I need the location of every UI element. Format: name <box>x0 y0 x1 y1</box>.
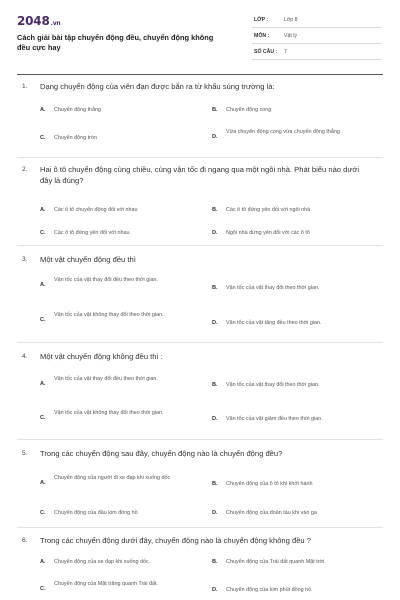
option-text: Vận tốc của vật không thay đổi theo thời gian. <box>54 312 164 318</box>
document-meta <box>252 14 382 62</box>
option-text: Ngôi nhà đứng yên đối với các ô tô <box>226 230 310 236</box>
question-text: Trong các chuyển động dưới đây, chuyển động nào là chuyển động không đều ? <box>40 536 311 545</box>
meta-question-count <box>252 46 382 60</box>
option-letter: C. <box>40 230 46 236</box>
site-logo[interactable]: 2048.vn <box>17 14 61 28</box>
option-letter: D. <box>212 230 218 236</box>
option-letter: B. <box>212 285 218 291</box>
option-text: Các ô tô chuyển động đối với nhau <box>54 207 138 213</box>
option-text: Vận tốc của vật giảm đều theo thời gian. <box>226 416 323 422</box>
option-letter: C. <box>40 415 46 421</box>
meta-value: 7 <box>284 49 287 55</box>
option-text: Chuyển động thẳng <box>54 107 102 113</box>
question-number: 5. <box>22 450 28 457</box>
option-text: Chuyển động của Mặt trăng quanh Trái đất. <box>54 581 158 587</box>
option-letter: B. <box>212 481 218 487</box>
question-text: Trong các chuyển động sau đây, chuyển động nào là chuyển động đều? <box>40 449 283 458</box>
option-letter: C. <box>40 135 46 141</box>
option-text: Vừa chuyển động cong vừa chuyển động thẳng <box>226 129 340 135</box>
option-text: Vận tốc của vật thay đổi theo thời gian. <box>226 382 320 388</box>
meta-label: LỚP : <box>254 17 269 23</box>
option-letter: A. <box>40 282 46 288</box>
option-text: Vận tốc của vật tăng đều theo thời gian. <box>226 320 322 326</box>
question-2 <box>0 163 400 243</box>
option-letter: B. <box>212 107 218 113</box>
question-number: 4. <box>22 353 28 360</box>
question-text: Một vật chuyển động đều thì <box>40 255 136 264</box>
option-letter: B. <box>212 559 218 565</box>
question-divider <box>17 527 383 528</box>
option-text: Chuyển động cong <box>226 107 272 113</box>
option-text: Chuyển động của kim phút đồng hồ. <box>226 587 313 593</box>
option-text: Vận tốc của vật không thay đổi theo thời gian. <box>54 410 164 416</box>
option-letter: C. <box>40 317 46 323</box>
question-1 <box>0 80 400 156</box>
option-letter: D. <box>212 510 218 516</box>
question-text: Hai ô tô chuyển động cùng chiều, cùng vận tốc đi ngang qua một ngôi nhà. Phát biểu nào dưới đây là đúng? <box>40 165 360 185</box>
option-text: Các ô tô đứng yên đối với ngôi nhà <box>226 207 311 213</box>
question-divider <box>17 342 383 343</box>
question-6 <box>0 534 400 600</box>
meta-label: SỐ CÂU : <box>254 49 278 55</box>
meta-class <box>252 14 382 28</box>
option-letter: A. <box>40 107 46 113</box>
option-letter: A. <box>40 381 46 387</box>
question-4 <box>0 350 400 438</box>
question-divider <box>17 439 383 440</box>
option-letter: D. <box>212 416 218 422</box>
question-text: Một vật chuyển động không đều thì : <box>40 352 163 361</box>
question-number: 2. <box>22 166 28 173</box>
question-number: 1. <box>22 83 28 90</box>
option-letter: C. <box>40 586 46 592</box>
meta-subject <box>252 30 382 44</box>
meta-value: Vật lý <box>284 33 297 39</box>
option-letter: C. <box>40 510 46 516</box>
option-text: Chuyển động của đoàn tàu khi vào ga <box>226 510 317 516</box>
option-letter: A. <box>40 207 46 213</box>
question-5 <box>0 447 400 527</box>
option-text: Các ô tô đứng yên đối với nhau <box>54 230 130 236</box>
question-number: 6. <box>22 537 28 544</box>
option-text: Vận tốc của vật thay đổi theo thời gian. <box>226 285 320 291</box>
option-letter: D. <box>212 134 218 140</box>
option-letter: A. <box>40 559 46 565</box>
option-text: Chuyển động của đầu kim đồng hồ <box>54 510 138 516</box>
question-divider <box>17 157 383 158</box>
option-letter: D. <box>212 587 218 593</box>
option-letter: B. <box>212 207 218 213</box>
document-title: Cách giải bài tập chuyển động đều, chuyển động không đều cực hay <box>17 33 214 52</box>
meta-value: Lớp 8 <box>284 17 298 23</box>
header-divider <box>17 74 383 75</box>
option-text: Chuyển động của ô tô khi khởi hành <box>226 481 313 487</box>
option-letter: B. <box>212 382 218 388</box>
meta-label: MÔN : <box>254 33 270 39</box>
page-header <box>0 0 400 72</box>
question-3 <box>0 253 400 341</box>
option-text: Chuyển động của người đi xe đạp khi xuống dốc <box>54 475 171 481</box>
question-divider <box>17 245 383 246</box>
question-text: Dạng chuyển động của viên đạn được bắn ra từ khẩu súng trường là: <box>40 82 275 91</box>
option-letter: A. <box>40 480 46 486</box>
option-text: Vận tốc của vật thay đổi đều theo thời gian. <box>54 277 158 283</box>
option-text: Chuyển động của xe đạp khi xuống dốc. <box>54 559 151 565</box>
question-number: 3. <box>22 256 28 263</box>
option-letter: D. <box>212 320 218 326</box>
option-text: Chuyển động của Trái đất quanh Mặt trời. <box>226 559 326 565</box>
option-text: Chuyển động tròn <box>54 135 97 141</box>
option-text: Vận tốc của vật thay đổi đều theo thời gian. <box>54 376 158 382</box>
